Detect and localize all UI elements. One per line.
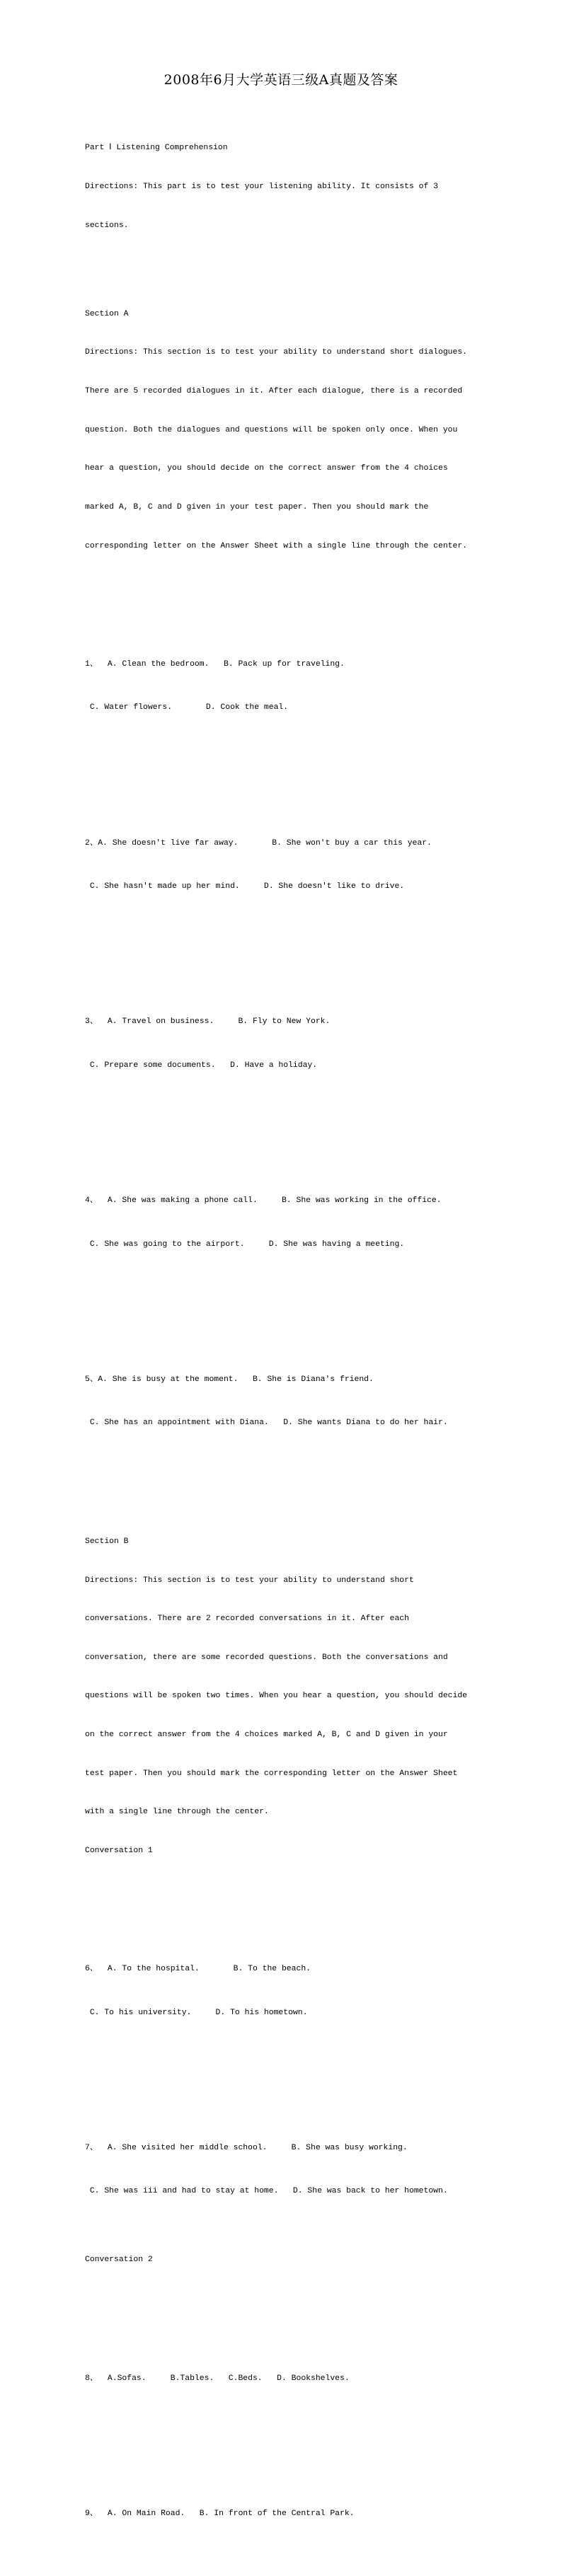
question-1 [85,628,488,744]
section-a-directions-line: marked A, B, C and D given in your test paper. Then you should mark the [85,502,429,512]
part-directions-line: Directions: This part is to test your listening ability. It consists of 3 [85,183,438,192]
section-b-directions-line: with a single line through the center. [85,1808,269,1817]
section-a-directions-line: Directions: This section is to test your ability to understand short dialogues. [85,348,468,357]
section-a-directions-line: There are 5 recorded dialogues in it. After each dialogue, there is a recorded [85,387,463,396]
question-line: 7、 A. She visited her middle school. B. She was busy working. [85,2143,408,2152]
question-line: C. Water flowers. D. Cook the meal. [85,703,289,712]
question-line: 2、A. She doesn't live far away. B. She won't buy a car this year. [85,838,432,848]
document-title: 2008年6月大学英语三级A真题及答案 [164,72,398,88]
question-9 [85,2478,488,2551]
section-a-directions-line: hear a question, you should decide on the correct answer from the 4 choices [85,464,448,473]
question-3 [85,986,488,1102]
question-line: C. She was going to the airport. D. She was having a meeting. [85,1240,405,1249]
question-line: 9、 A. On Main Road. B. In front of the Central Park. [85,2509,355,2518]
section-a-directions-line: corresponding letter on the Answer Sheet with a single line through the center. [85,541,468,550]
question-line: 4、 A. She was making a phone call. B. She was working in the office. [85,1196,442,1206]
question-line: C. She has an appointment with Diana. D. She wants Diana to do her hair. [85,1419,448,1428]
section-b-directions-line: questions will be spoken two times. When you hear a question, you should decide [85,1692,468,1701]
question-line: C. To his university. D. To his hometown. [85,2008,308,2017]
conversation-2-heading: Conversation 2 [85,2256,153,2265]
section-b-directions-line: test paper. Then you should mark the corresponding letter on the Answer Sheet [85,1769,458,1778]
question-line: 1、 A. Clean the bedroom. B. Pack up for traveling. [85,659,345,669]
question-5 [85,1344,488,1460]
question-2 [85,807,488,923]
document-body [85,116,488,2576]
section-a-directions-line: question. Both the dialogues and questions will be spoken only once. When you [85,425,458,434]
part-directions-line: sections. [85,221,129,230]
question-line: C. She hasn't made up her mind. D. She doesn't like to drive. [85,882,405,891]
section-b-directions-line: conversations. There are 2 recorded conversations in it. After each [85,1615,409,1624]
question-line: C. She was iii and had to stay at home. D. She was back to her hometown. [85,2187,448,2196]
conversation-1-heading: Conversation 1 [85,1846,153,1855]
section-b-directions-line: conversation, there are some recorded questions. Both the conversations and [85,1653,448,1662]
question-7 [85,2112,488,2228]
question-line: 5、A. She is busy at the moment. B. She is Diana's friend. [85,1375,374,1384]
question-line: 8、 A.Sofas. B.Tables. C.Beds. D. Bookshelves. [85,2374,350,2383]
question-8 [85,2343,488,2415]
section-a-heading: Section A [85,309,129,318]
question-line: 6、 A. To the hospital. B. To the beach. [85,1965,311,1974]
question-line: 3、 A. Travel on business. B. Fly to New York. [85,1017,331,1027]
question-line: C. Prepare some documents. D. Have a holiday. [85,1061,318,1070]
question-6 [85,1933,488,2049]
section-b-heading: Section B [85,1537,129,1546]
part-heading: Part Ⅰ Listening Comprehension [85,144,228,153]
question-4 [85,1165,488,1281]
section-b-directions-line: on the correct answer from the 4 choices marked A, B, C and D given in your [85,1731,448,1740]
section-b-directions-line: Directions: This section is to test your ability to understand short [85,1576,414,1585]
